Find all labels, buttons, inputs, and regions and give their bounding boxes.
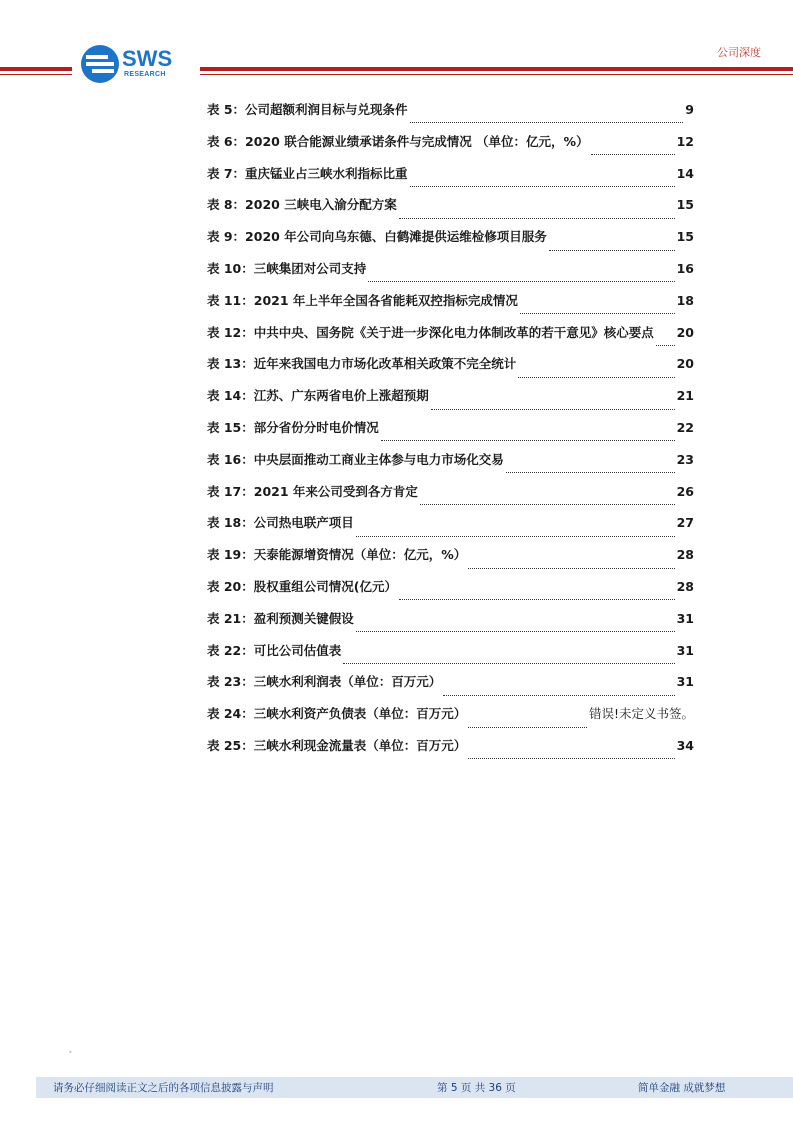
toc-entry-page: 22 bbox=[676, 419, 694, 435]
toc-entry[interactable] bbox=[207, 386, 694, 418]
toc-entry[interactable] bbox=[207, 291, 694, 323]
footer-page-number: 第 5 页 共 36 页 bbox=[437, 1082, 516, 1094]
brand-subtitle: RESEARCH bbox=[124, 71, 166, 78]
header-rule-right-thin bbox=[200, 74, 793, 75]
header-rule-left bbox=[0, 67, 72, 71]
toc-entry-page: 23 bbox=[676, 451, 694, 467]
toc-leader-dots bbox=[381, 432, 675, 441]
toc-leader-dots bbox=[410, 178, 675, 187]
footer-slogan: 简单金融 成就梦想 bbox=[638, 1082, 726, 1094]
toc-entry-title: 表 25：三峡水利现金流量表（单位：百万元） bbox=[207, 737, 467, 753]
toc-entry-page: 20 bbox=[676, 324, 694, 340]
toc-entry[interactable] bbox=[207, 132, 694, 164]
report-type: 公司深度 bbox=[717, 46, 761, 59]
toc-entry-page: 20 bbox=[676, 356, 694, 372]
toc-leader-dots bbox=[368, 273, 674, 282]
sws-logo-icon bbox=[80, 44, 120, 84]
header-rule-right bbox=[200, 67, 793, 71]
toc-entry[interactable] bbox=[207, 450, 694, 482]
toc-entry-title: 表 22：可比公司估值表 bbox=[207, 642, 342, 658]
table-of-tables bbox=[207, 100, 694, 768]
page-header bbox=[0, 0, 793, 90]
toc-entry-title: 表 24：三峡水利资产负债表（单位：百万元） bbox=[207, 706, 467, 722]
toc-entry-page: 18 bbox=[676, 292, 694, 308]
toc-entry-title: 表 7：重庆锰业占三峡水利指标比重 bbox=[207, 165, 408, 181]
toc-entry-page: 27 bbox=[676, 515, 694, 531]
toc-leader-dots bbox=[656, 337, 675, 346]
toc-entry[interactable] bbox=[207, 609, 694, 641]
toc-entry-title: 表 10：三峡集团对公司支持 bbox=[207, 260, 367, 276]
toc-entry[interactable] bbox=[207, 323, 694, 355]
toc-entry-page: 31 bbox=[676, 610, 694, 626]
toc-entry[interactable] bbox=[207, 704, 694, 736]
toc-entry[interactable] bbox=[207, 227, 694, 259]
toc-entry-page: 28 bbox=[676, 547, 694, 563]
toc-entry-page: 9 bbox=[685, 102, 694, 117]
toc-leader-dots bbox=[431, 401, 675, 410]
toc-entry[interactable] bbox=[207, 672, 694, 704]
toc-entry-title: 表 18：公司热电联产项目 bbox=[207, 515, 354, 531]
toc-entry-page: 15 bbox=[676, 229, 694, 245]
toc-entry[interactable] bbox=[207, 641, 694, 673]
toc-entry[interactable] bbox=[207, 513, 694, 545]
toc-entry[interactable] bbox=[207, 736, 694, 768]
toc-entry-title: 表 9：2020 年公司向乌东德、白鹤滩提供运维检修项目服务 bbox=[207, 229, 547, 245]
toc-leader-dots bbox=[518, 369, 674, 378]
toc-entry-page: 12 bbox=[676, 133, 694, 149]
toc-entry[interactable] bbox=[207, 482, 694, 514]
toc-leader-dots bbox=[506, 464, 675, 473]
margin-mark: • bbox=[68, 1048, 73, 1057]
toc-leader-dots bbox=[356, 528, 675, 537]
toc-leader-dots bbox=[343, 655, 674, 664]
sws-logo bbox=[80, 44, 190, 84]
toc-entry-page: 16 bbox=[676, 260, 694, 276]
toc-entry-title: 表 16：中央层面推动工商业主体参与电力市场化交易 bbox=[207, 451, 504, 467]
toc-entry[interactable] bbox=[207, 195, 694, 227]
toc-entry[interactable] bbox=[207, 577, 694, 609]
toc-leader-dots bbox=[420, 496, 675, 505]
toc-entry-title: 表 21：盈利预测关键假设 bbox=[207, 610, 354, 626]
toc-entry-page: 15 bbox=[676, 197, 694, 213]
toc-entry-title: 表 12：中共中央、国务院《关于进一步深化电力体制改革的若干意见》核心要点 bbox=[207, 324, 654, 340]
footer-disclaimer: 请务必仔细阅读正文之后的各项信息披露与声明 bbox=[53, 1082, 274, 1094]
header-rule-left-thin bbox=[0, 74, 72, 75]
toc-leader-dots bbox=[468, 750, 674, 759]
toc-entry[interactable] bbox=[207, 354, 694, 386]
toc-leader-dots bbox=[399, 210, 675, 219]
brand-name: SWS bbox=[122, 46, 173, 71]
toc-entry-page: 21 bbox=[676, 388, 694, 404]
toc-leader-dots bbox=[410, 114, 684, 123]
toc-entry-title: 表 5：公司超额利润目标与兑现条件 bbox=[207, 102, 408, 117]
toc-entry-title: 表 6：2020 联合能源业绩承诺条件与完成情况 （单位：亿元，%） bbox=[207, 133, 589, 149]
toc-entry-title: 表 8：2020 三峡电入渝分配方案 bbox=[207, 197, 397, 213]
toc-entry[interactable] bbox=[207, 259, 694, 291]
toc-entry-page: 错误!未定义书签。 bbox=[588, 706, 694, 722]
toc-entry-title: 表 11：2021 年上半年全国各省能耗双控指标完成情况 bbox=[207, 292, 518, 308]
toc-entry-page: 31 bbox=[676, 674, 694, 690]
toc-leader-dots bbox=[356, 623, 675, 632]
toc-entry-title: 表 19：天泰能源增资情况（单位：亿元，%） bbox=[207, 547, 467, 563]
toc-entry-page: 26 bbox=[676, 483, 694, 499]
page-footer bbox=[36, 1077, 793, 1098]
toc-leader-dots bbox=[549, 242, 675, 251]
toc-entry[interactable] bbox=[207, 545, 694, 577]
toc-entry-title: 表 15：部分省份分时电价情况 bbox=[207, 419, 379, 435]
toc-leader-dots bbox=[468, 560, 674, 569]
toc-entry-page: 31 bbox=[676, 642, 694, 658]
toc-entry-page: 34 bbox=[676, 737, 694, 753]
toc-leader-dots bbox=[591, 146, 675, 155]
toc-leader-dots bbox=[520, 305, 675, 314]
toc-entry[interactable] bbox=[207, 418, 694, 450]
toc-leader-dots bbox=[443, 687, 674, 696]
toc-entry[interactable] bbox=[207, 100, 694, 132]
toc-leader-dots bbox=[399, 591, 675, 600]
toc-entry-title: 表 14：江苏、广东两省电价上涨超预期 bbox=[207, 388, 429, 404]
toc-entry-title: 表 17：2021 年来公司受到各方肯定 bbox=[207, 483, 418, 499]
toc-entry-page: 28 bbox=[676, 578, 694, 594]
toc-leader-dots bbox=[468, 719, 587, 728]
toc-entry-title: 表 13：近年来我国电力市场化改革相关政策不完全统计 bbox=[207, 356, 517, 372]
toc-entry[interactable] bbox=[207, 164, 694, 196]
toc-entry-title: 表 23：三峡水利利润表（单位：百万元） bbox=[207, 674, 442, 690]
toc-entry-title: 表 20：股权重组公司情况(亿元） bbox=[207, 578, 397, 594]
toc-entry-page: 14 bbox=[676, 165, 694, 181]
